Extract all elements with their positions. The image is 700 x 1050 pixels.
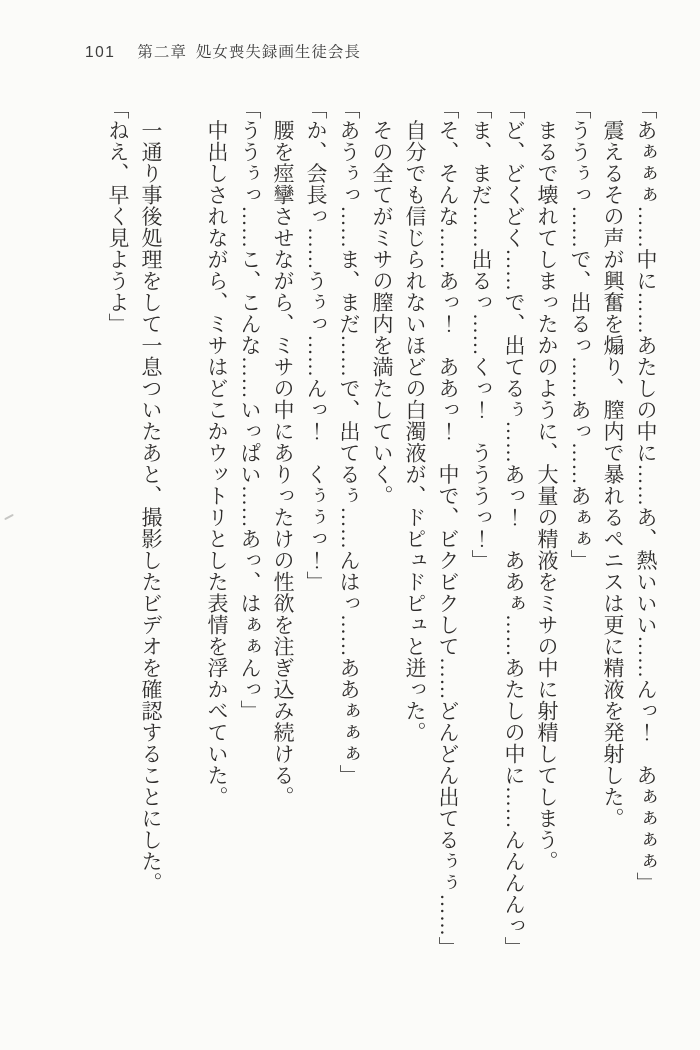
text-line: 「ど、どくどく……で、出てるぅ……あっ！ ああぁ……あたしの中に……んんんんっ」 [502,98,526,958]
text-line: 「ま、まだ……出るっ……くっ！ うううっ！」 [469,98,493,571]
chapter-label: 第二章 [137,44,187,61]
text-block [101,98,662,990]
text-line: 一通り事後処理をして一息ついたあと、撮影したビデオを確認することにした。 [139,98,163,894]
text-line: 「ううぅっ……で、出るっ……あっ……あぁぁ」 [568,98,592,571]
text-line: まるで壊れてしまったかのように、大量の精液をミサの中に射精してしまう。 [535,98,559,872]
blank-line [167,98,200,990]
text-line: 「あぁぁぁ……中に……あたしの中に……あ、熱いいい……んっ！ あぁぁぁぁ」 [634,98,658,894]
page-number: 101 [85,44,116,61]
scan-artifact [4,514,14,520]
text-line: 中出しされながら、ミサはどこかウットリとした表情を浮かべていた。 [205,98,229,808]
page-header [85,40,361,62]
text-line: その全てがミサの膣内を満たしていく。 [370,98,394,507]
text-line: 「ううぅっ……こ、こんな……いっぱい……あっ、はぁぁんっ」 [238,98,262,722]
chapter-title: 処女喪失録画生徒会長 [195,44,361,61]
text-line: 「あうぅっ……ま、まだ……で、出てるぅ……んはっ……ああぁぁぁ」 [337,98,361,786]
text-line: 腰を痙攣させながら、ミサの中にありったけの性欲を注ぎ込み続ける。 [271,98,295,808]
text-line: 「か、会長っ……うぅっ……んっ！ くぅぅっ！」 [304,98,328,593]
text-line: 「そ、そんな……あっ！ ああっ！ 中で、ビクビクして……どんどん出てるぅぅ……」 [436,98,460,958]
text-line: 震えるその声が興奮を煽り、膣内で暴れるペニスは更に精液を発射した。 [601,98,625,829]
text-line: 自分でも信じられないほどの白濁液が、ドピュドピュと迸った。 [403,98,427,743]
text-line: 「ねえ、早く見ようよ」 [106,98,130,335]
